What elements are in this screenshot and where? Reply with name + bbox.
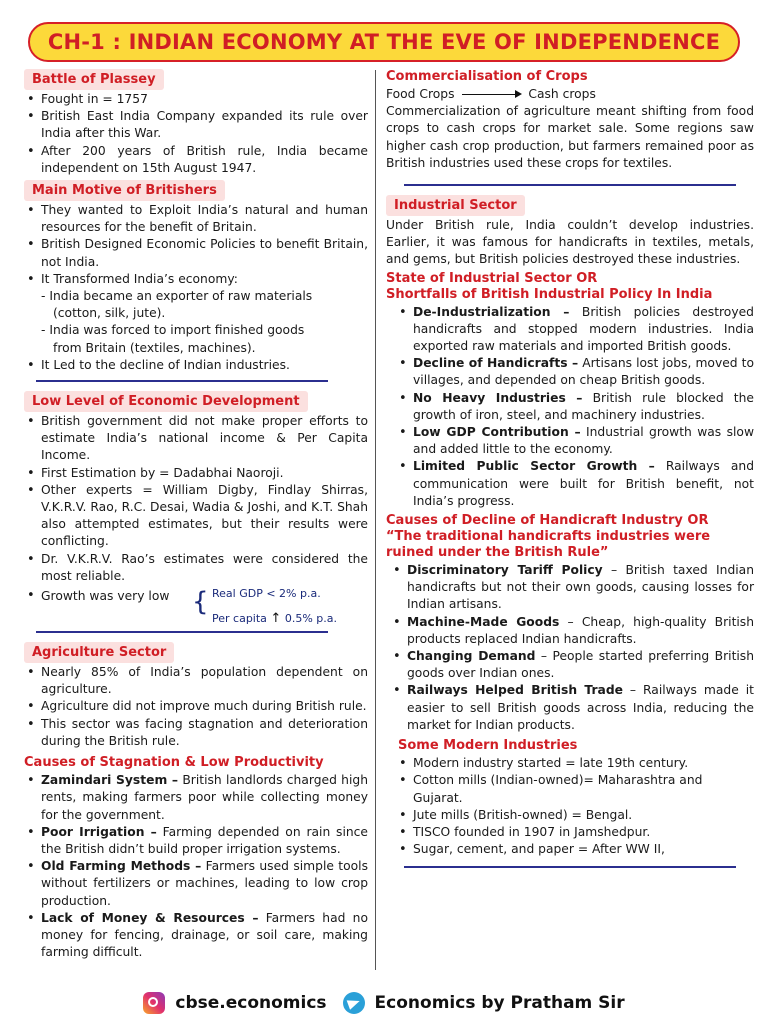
item-text: Farming depended on rain since the British didn’t build proper irrigation systems.	[41, 824, 369, 856]
section-heading-commercialisation: Commercialisation of Crops	[386, 69, 588, 84]
list-item	[20, 910, 368, 962]
list-item: • Sugar, cement, and paper = After WW II,	[392, 841, 754, 858]
list-item	[392, 424, 754, 458]
title-banner	[28, 22, 740, 62]
list-item	[392, 304, 754, 356]
list-item: • Fought in = 1757	[20, 91, 368, 108]
section-heading-plassey: Battle of Plassey	[24, 69, 164, 90]
motive-list	[20, 202, 368, 374]
industrial-text: Under British rule, India couldn’t develop industries. Earlier, it was famous for handicrafts in textiles, metals, and gems, but British policies destroyed these industries.	[386, 218, 754, 267]
item-text: Farmers used simple tools without fertilizers or machines, leading to low crop production.	[41, 859, 368, 908]
list-item: • British East India Company expanded its rule over India after this War.	[20, 108, 368, 142]
list-item: • First Estimation by = Dadabhai Naoroji.	[20, 465, 368, 482]
crop-shift-row	[386, 86, 754, 103]
list-item	[392, 355, 754, 389]
instagram-icon	[143, 992, 165, 1014]
list-item: • Nearly 85% of India’s population dependent on agriculture.	[20, 664, 368, 698]
section-divider	[36, 631, 328, 633]
list-item	[386, 648, 754, 682]
list-item	[20, 772, 368, 824]
list-item: • Jute mills (British-owned) = Bengal.	[392, 807, 754, 824]
item-text: Artisans lost jobs, moved to villages, and depended on cheap British goods.	[413, 356, 754, 388]
low-level-list	[20, 413, 368, 585]
industrial-list	[392, 304, 754, 510]
per-capita-label: Per capita	[212, 612, 267, 626]
instagram-handle[interactable]: cbse.economics	[175, 993, 327, 1013]
item-term: Railways Helped British Trade	[407, 683, 623, 698]
list-item: • British government did not make proper efforts to estimate India’s national income & Per Capita Income.	[20, 413, 368, 465]
sub-item: - India became an exporter of raw materials	[41, 289, 313, 304]
subheading-state-industrial-1: State of Industrial Sector OR	[386, 270, 598, 286]
footer	[0, 985, 768, 1021]
section-divider	[404, 184, 736, 186]
page-title: CH-1 : INDIAN ECONOMY AT THE EVE OF INDEPENDENCE	[47, 30, 721, 54]
item-term: Changing Demand	[407, 649, 536, 664]
subheading-handicraft-2: “The traditional handicrafts industries were	[386, 529, 711, 545]
item-text: British landlords charged high rents, making farmers poor while collecting money for the government.	[41, 773, 368, 822]
from-crop: Food Crops	[386, 87, 455, 101]
per-capita-value	[212, 611, 337, 626]
subheading-causes-stagnation: Causes of Stagnation & Low Productivity	[24, 755, 324, 771]
item-text: – Cheap, high-quality British products replaced Indian handicrafts.	[407, 614, 755, 646]
section-heading-low-level: Low Level of Economic Development	[24, 391, 308, 412]
up-arrow-icon: ↑	[270, 611, 282, 627]
column-divider	[375, 70, 376, 970]
agriculture-list	[20, 664, 368, 750]
right-arrow-icon	[462, 94, 520, 96]
growth-row	[20, 585, 368, 625]
list-item: • Dr. V.K.R.V. Rao’s estimates were considered the most reliable.	[20, 551, 368, 585]
list-item	[20, 858, 368, 910]
per-capita-rate: 0.5% p.a.	[284, 612, 337, 626]
left-column	[20, 66, 368, 961]
section-heading-motive: Main Motive of Britishers	[24, 180, 225, 201]
list-item: • Cotton mills (Indian-owned)= Maharashtra and Gujarat.	[392, 772, 754, 806]
growth-label: Growth was very low	[41, 589, 170, 604]
list-item	[392, 390, 754, 424]
modern-list	[392, 755, 754, 858]
subheading-handicraft-1: Causes of Decline of Handicraft Industry OR	[386, 513, 709, 529]
section-heading-modern-industries: Some Modern Industries	[398, 738, 578, 754]
item-term: Limited Public Sector Growth –	[413, 459, 655, 474]
subheading-handicraft-3: ruined under the British Rule”	[386, 545, 609, 561]
to-crop: Cash crops	[528, 87, 596, 101]
section-heading-agriculture: Agriculture Sector	[24, 642, 174, 663]
bullet-icon: •	[27, 588, 35, 604]
sub-item: (cotton, silk, jute).	[53, 306, 166, 321]
item-text: Railways and communication were built for British benefit, not India’s progress.	[413, 459, 754, 508]
brace-icon: {	[192, 587, 209, 618]
list-item: • TISCO founded in 1907 in Jamshedpur.	[392, 824, 754, 841]
section-divider	[404, 866, 736, 868]
handicraft-list	[386, 562, 754, 734]
telegram-channel[interactable]: Economics by Pratham Sir	[374, 993, 625, 1013]
list-item	[386, 682, 754, 734]
list-item: • Modern industry started = late 19th century.	[392, 755, 754, 772]
item-text: British policies destroyed handicrafts and stopped modern industries. India exported raw materials and imported British goods.	[413, 304, 754, 354]
item-term: Zamindari System –	[41, 773, 179, 788]
list-item: • This sector was facing stagnation and deterioration during the British rule.	[20, 716, 368, 750]
item-term: No Heavy Industries –	[413, 390, 583, 405]
item-term: Decline of Handicrafts –	[413, 356, 579, 371]
item-term: Old Farming Methods –	[41, 859, 202, 874]
item-text: – Railways made it easier to sell British goods across India, reducing the market for Indian products.	[407, 683, 754, 732]
item-text: – People started preferring British goods over Indian ones.	[407, 649, 755, 681]
list-item: • After 200 years of British rule, India became independent on 15th August 1947.	[20, 143, 368, 177]
list-item-text: It Transformed India’s economy:	[41, 271, 238, 286]
list-item	[20, 824, 368, 858]
section-heading-industrial: Industrial Sector	[386, 195, 525, 216]
item-term: Discriminatory Tariff Policy	[407, 563, 603, 578]
item-text: British rule blocked the growth of iron, steel, and machinery industries.	[413, 390, 754, 422]
commercialisation-text: Commercialization of agriculture meant shifting from food crops to cash crops for market sale. Some regions saw higher cash crop production, but farmers remained poor as British industries used these crops for textiles.	[386, 104, 754, 170]
item-text: Industrial growth was slow and added little to the economy.	[413, 425, 754, 457]
gdp-value: Real GDP < 2% p.a.	[212, 587, 321, 601]
sub-item: - India was forced to import finished goods	[41, 323, 305, 338]
list-item	[386, 562, 754, 614]
item-term: De-Industrialization –	[413, 304, 570, 319]
list-item: • Agriculture did not improve much during British rule.	[20, 698, 368, 715]
plassey-list	[20, 91, 368, 177]
item-term: Poor Irrigation –	[41, 824, 157, 839]
right-column	[386, 66, 754, 874]
causes-list	[20, 772, 368, 961]
list-item: • British Designed Economic Policies to benefit Britain, not India.	[20, 236, 368, 270]
list-item	[20, 271, 368, 357]
item-term: Lack of Money & Resources –	[41, 910, 259, 925]
list-item: • Other experts = William Digby, Findlay Shirras, V.K.R.V. Rao, R.C. Desai, Wadia & Joshi, and K.T. Shah also attempted estimates, but their results were conflicting.	[20, 482, 368, 551]
item-term: Low GDP Contribution –	[413, 425, 581, 440]
item-term: Machine-Made Goods	[407, 614, 560, 629]
telegram-icon	[343, 992, 365, 1014]
sub-item: from Britain (textiles, machines).	[53, 340, 256, 355]
list-item: • They wanted to Exploit India’s natural and human resources for the benefit of Britain.	[20, 202, 368, 236]
list-item: • It Led to the decline of Indian industries.	[20, 357, 368, 374]
item-text: Farmers had no money for fencing, drainage, or soil care, making farming difficult.	[41, 910, 368, 960]
item-text: – British taxed Indian handicrafts but not their own goods, causing losses for Indian artisans.	[407, 563, 754, 612]
section-divider	[36, 380, 328, 382]
subheading-state-industrial-2: Shortfalls of British Industrial Policy In India	[386, 286, 713, 302]
list-item	[392, 458, 754, 510]
list-item	[386, 614, 754, 648]
